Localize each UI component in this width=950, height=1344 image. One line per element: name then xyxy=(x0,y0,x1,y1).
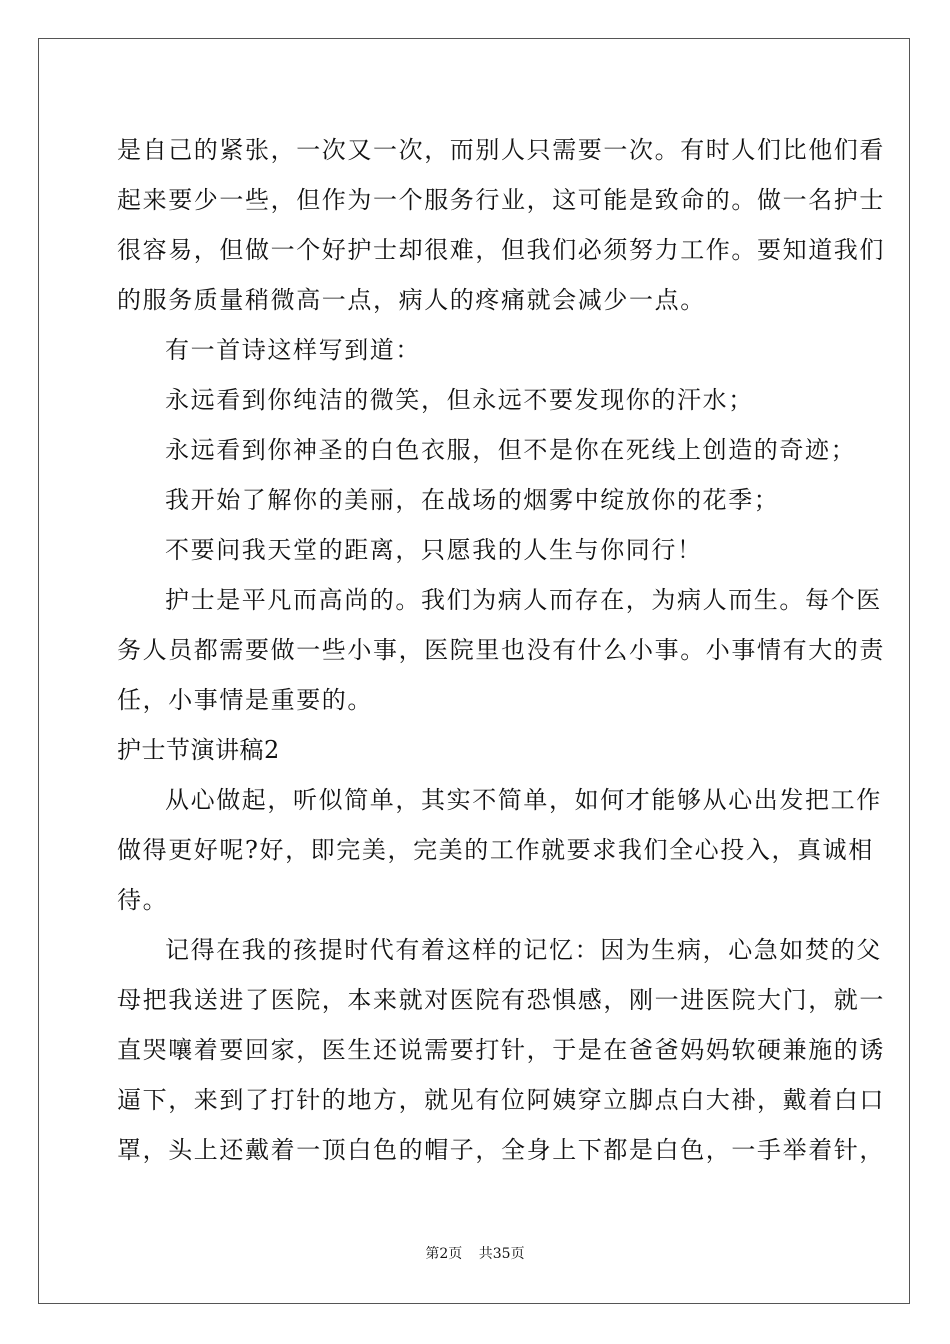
text-line: 有一首诗这样写到道： xyxy=(165,336,421,364)
text-line: 母把我送进了医院，本来就对医院有恐惧感，刚一进医院大门，就一 xyxy=(117,986,885,1014)
text-line: 任，小事情是重要的。 xyxy=(117,686,373,714)
current-page-number: 第2页 xyxy=(425,1246,463,1262)
text-line: 罩，头上还戴着一顶白色的帽子，全身上下都是白色，一手举着针， xyxy=(117,1136,885,1164)
total-pages: 共35页 xyxy=(478,1246,525,1262)
text-line: 务人员都需要做一些小事，医院里也没有什么小事。小事情有大的责 xyxy=(117,636,885,664)
text-line: 不要问我天堂的距离，只愿我的人生与你同行！ xyxy=(165,536,703,564)
text-line: 永远看到你神圣的白色衣服，但不是你在死线上创造的奇迹； xyxy=(165,436,857,464)
text-line: 逼下，来到了打针的地方，就见有位阿姨穿立脚点白大褂，戴着白口 xyxy=(117,1086,885,1114)
text-line: 从心做起，听似简单，其实不简单，如何才能够从心出发把工作 xyxy=(165,786,882,814)
text-line: 记得在我的孩提时代有着这样的记忆：因为生病，心急如焚的父 xyxy=(165,936,882,964)
text-line: 做得更好呢?好，即完美，完美的工作就要求我们全心投入，真诚相 xyxy=(117,836,874,864)
text-line: 护士是平凡而高尚的。我们为病人而存在，为病人而生。每个医 xyxy=(165,586,882,614)
text-line: 很容易，但做一个好护士却很难，但我们必须努力工作。要知道我们 xyxy=(117,236,885,264)
text-line: 直哭嚷着要回家，医生还说需要打针，于是在爸爸妈妈软硬兼施的诱 xyxy=(117,1036,885,1064)
text-line: 的服务质量稍微高一点，病人的疼痛就会减少一点。 xyxy=(117,286,706,314)
section-title: 护士节演讲稿2 xyxy=(117,736,280,764)
text-line: 待。 xyxy=(117,886,169,914)
text-line: 我开始了解你的美丽，在战场的烟雾中绽放你的花季； xyxy=(165,486,780,514)
page-footer xyxy=(0,1245,950,1263)
text-line: 起来要少一些，但作为一个服务行业，这可能是致命的。做一名护士 xyxy=(117,186,885,214)
text-line: 永远看到你纯洁的微笑，但永远不要发现你的汗水； xyxy=(165,386,754,414)
text-line: 是自己的紧张，一次又一次，而别人只需要一次。有时人们比他们看 xyxy=(117,136,885,164)
